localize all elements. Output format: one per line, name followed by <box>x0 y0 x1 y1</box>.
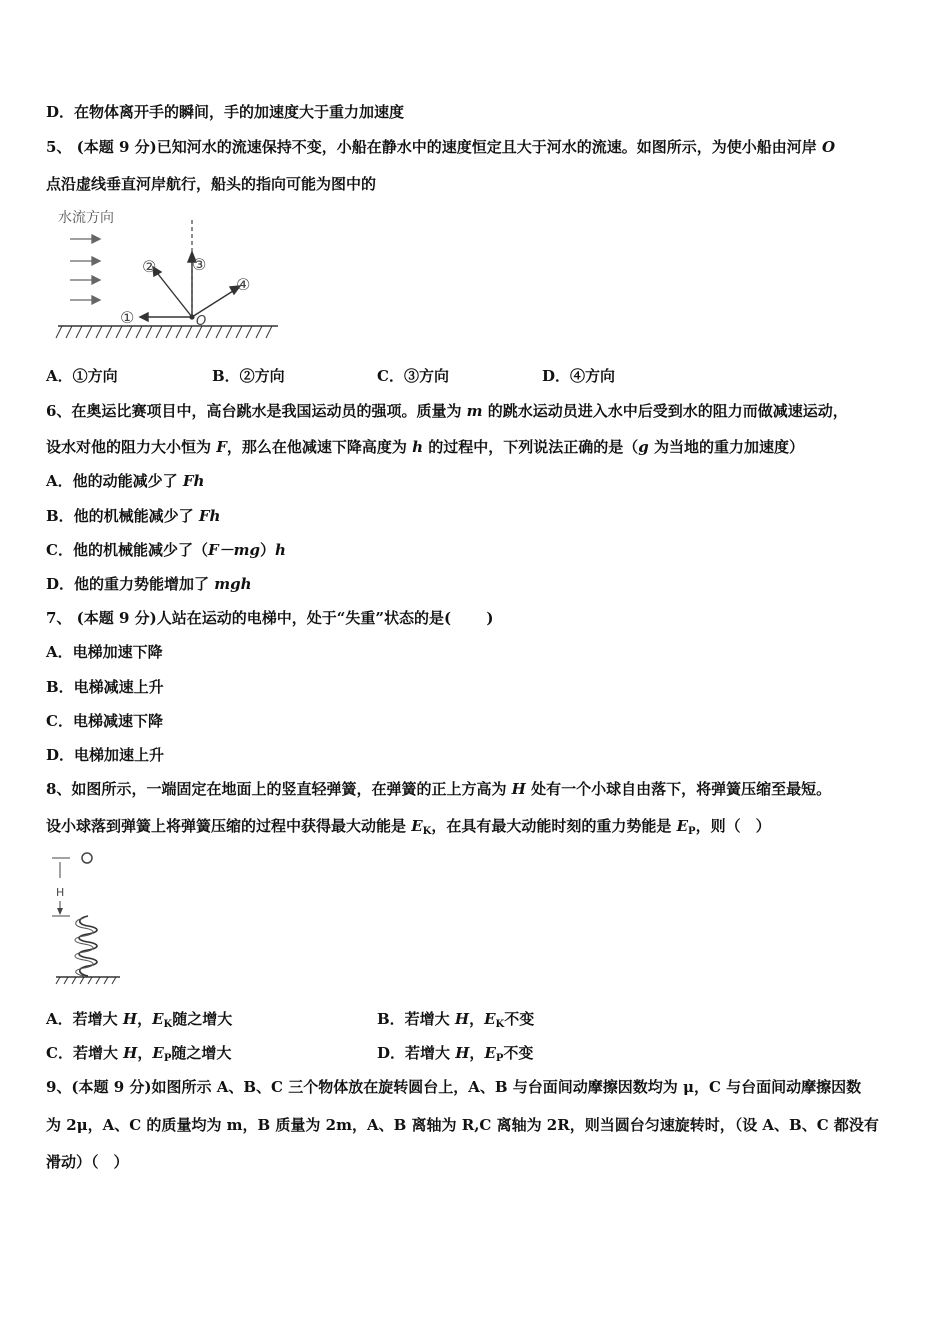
q8-stem-line1: 8、如图所示，一端固定在地面上的竖直轻弹簧，在弹簧的正上方高为 H 处有一个小球自由落下，将弹簧压缩至最短。 <box>46 780 832 798</box>
q6-option-c: C．他的机械能减少了（F－mg）h <box>46 541 286 559</box>
q5-mark-1: ① <box>120 308 135 327</box>
q5-origin-label: O <box>196 314 207 329</box>
q5-option-a: A．①方向 <box>46 367 118 385</box>
q7-option-c: C．电梯减速下降 <box>46 712 163 730</box>
q5-mark-3: ③ <box>192 255 207 274</box>
q9-stem-line1: 9、(本题 9 分)如图所示 A、B、C 三个物体放在旋转圆台上，A、B 与台面间动摩擦因数均为 μ，C 与台面间动摩擦因数 <box>46 1078 862 1096</box>
q6-option-b: B．他的机械能减少了 Fh <box>46 507 221 525</box>
q6-stem-line2: 设水对他的阻力大小恒为 F，那么在他减速下降高度为 h 的过程中，下列说法正确的是（g 为当地的重力加速度） <box>46 438 804 456</box>
q8-spring-figure <box>48 846 128 986</box>
q5-stem-line1: 5、 (本题 9 分)已知河水的流速保持不变，小船在静水中的速度恒定且大于河水的流速。如图所示，为使小船由河岸 O <box>46 138 836 156</box>
q5-option-d: D．④方向 <box>542 367 616 385</box>
q8-option-d: D．若增大 H，$E_P$不变 <box>377 1044 534 1064</box>
q8-option-a: A．若增大 H，$E_K$随之增大 <box>46 1010 233 1030</box>
q8-option-c: C．若增大 H，$E_P$随之增大 <box>46 1044 232 1064</box>
q7-stem: 7、 (本题 9 分)人站在运动的电梯中，处于“失重”状态的是( ) <box>46 609 494 627</box>
q6-option-a: A．他的动能减少了 Fh <box>46 472 205 490</box>
q6-option-d: D．他的重力势能增加了 mgh <box>46 575 252 593</box>
q7-option-a: A．电梯加速下降 <box>46 643 163 661</box>
q7-option-d: D．电梯加速上升 <box>46 746 165 764</box>
q5-option-b: B．②方向 <box>212 367 285 385</box>
q5-option-c: C．③方向 <box>377 367 449 385</box>
q9-stem-line3: 滑动）（ ） <box>46 1153 129 1171</box>
q8-height-label: H <box>56 886 65 899</box>
q7-option-b: B．电梯减速上升 <box>46 678 164 696</box>
q5-mark-4: ④ <box>236 275 251 294</box>
q9-stem-line2: 为 2μ，A、C 的质量均为 m，B 质量为 2m，A、B 离轴为 R,C 离轴为 2R，则当圆台匀速旋转时，（设 A、B、C 都没有 <box>46 1116 879 1134</box>
q5-stem-line2: 点沿虚线垂直河岸航行，船头的指向可能为图中的 <box>46 175 377 193</box>
q8-option-b: B．若增大 H，$E_K$不变 <box>377 1010 535 1030</box>
q4-option-d: D．在物体离开手的瞬间，手的加速度大于重力加速度 <box>46 103 405 121</box>
q5-figure-title: 水流方向 <box>58 210 114 226</box>
q8-stem-line2: 设小球落到弹簧上将弹簧压缩的过程中获得最大动能是 $E_K$，在具有最大动能时刻的重力势能是 $E_P$，则（ ） <box>46 817 771 837</box>
q5-mark-2: ② <box>142 257 157 276</box>
q6-stem-line1: 6、在奥运比赛项目中，高台跳水是我国运动员的强项。质量为 m 的跳水运动员进入水中后受到水的阻力而做减速运动， <box>46 402 848 420</box>
q5-river-figure <box>50 206 290 348</box>
